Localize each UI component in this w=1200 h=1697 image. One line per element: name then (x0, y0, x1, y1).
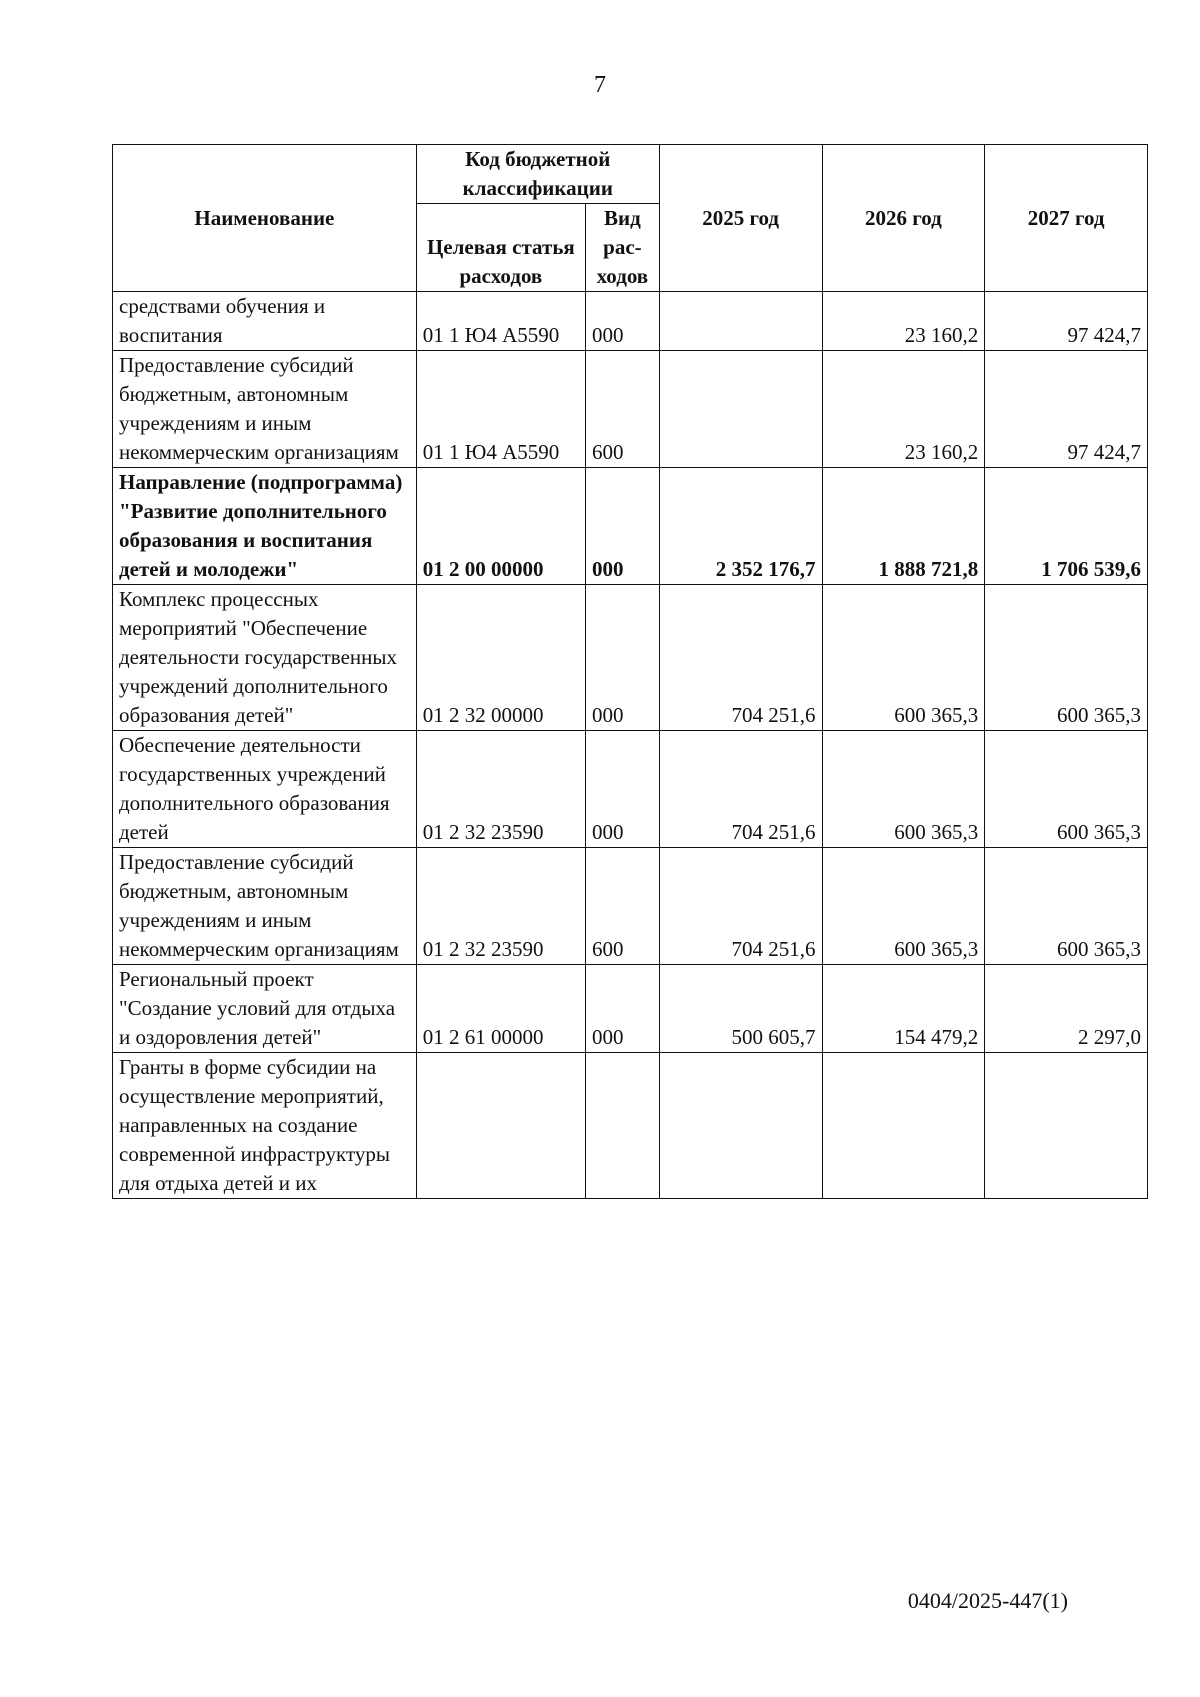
row-value-2026: 23 160,2 (822, 351, 985, 468)
row-name: Гранты в форме субсидии на осуществление мероприятий, направленных на создание современной инфраструктуры для отдыха детей и их (113, 1053, 417, 1199)
row-value-2026: 600 365,3 (822, 585, 985, 731)
row-expense-type: 000 (586, 292, 660, 351)
row-value-2027: 1 706 539,6 (985, 468, 1148, 585)
row-expense-type: 000 (586, 468, 660, 585)
header-kbk-group: Код бюджетной классификации (416, 145, 659, 204)
row-value-2025: 704 251,6 (659, 731, 822, 848)
row-name: Направление (подпрограмма) "Развитие дополнительного образования и воспитания детей и молодежи" (113, 468, 417, 585)
row-name: Предоставление субсидий бюджетным, автономным учреждениям и иным некоммерческим организациям (113, 351, 417, 468)
row-value-2027: 97 424,7 (985, 351, 1148, 468)
row-expense-type: 000 (586, 585, 660, 731)
row-value-2025: 500 605,7 (659, 965, 822, 1053)
row-expense-type: 000 (586, 731, 660, 848)
row-value-2027: 600 365,3 (985, 731, 1148, 848)
row-target-article: 01 2 00 00000 (416, 468, 585, 585)
row-value-2025: 704 251,6 (659, 585, 822, 731)
row-name: Комплекс процессных мероприятий "Обеспечение деятельности государственных учреждений дополнительного образования детей" (113, 585, 417, 731)
row-value-2026 (822, 1053, 985, 1199)
table-body (113, 292, 1148, 1199)
row-value-2027: 600 365,3 (985, 585, 1148, 731)
row-value-2026: 154 479,2 (822, 965, 985, 1053)
row-expense-type (586, 1053, 660, 1199)
row-value-2027: 600 365,3 (985, 848, 1148, 965)
header-year-2027: 2027 год (985, 145, 1148, 292)
row-value-2027: 2 297,0 (985, 965, 1148, 1053)
table-header (113, 145, 1148, 292)
row-target-article: 01 1 Ю4 А5590 (416, 351, 585, 468)
row-target-article: 01 1 Ю4 А5590 (416, 292, 585, 351)
row-value-2025: 2 352 176,7 (659, 468, 822, 585)
table-row (113, 848, 1148, 965)
row-name: средствами обучения и воспитания (113, 292, 417, 351)
row-value-2026: 600 365,3 (822, 731, 985, 848)
row-value-2027: 97 424,7 (985, 292, 1148, 351)
row-value-2025 (659, 1053, 822, 1199)
row-value-2025 (659, 351, 822, 468)
row-value-2026: 23 160,2 (822, 292, 985, 351)
row-value-2025 (659, 292, 822, 351)
row-name: Региональный проект "Создание условий для отдыха и оздоровления детей" (113, 965, 417, 1053)
row-name: Обеспечение деятельности государственных учреждений дополнительного образования детей (113, 731, 417, 848)
page-number: 7 (594, 72, 606, 98)
row-value-2026: 600 365,3 (822, 848, 985, 965)
header-target-article: Целевая статья расходов (416, 204, 585, 292)
header-name: Наименование (113, 145, 417, 292)
row-target-article: 01 2 61 00000 (416, 965, 585, 1053)
table-row (113, 731, 1148, 848)
table-row (113, 292, 1148, 351)
table-row (113, 468, 1148, 585)
row-target-article: 01 2 32 00000 (416, 585, 585, 731)
row-name: Предоставление субсидий бюджетным, автономным учреждениям и иным некоммерческим организациям (113, 848, 417, 965)
row-expense-type: 600 (586, 848, 660, 965)
budget-table (112, 144, 1148, 1199)
table-row (113, 1053, 1148, 1199)
row-value-2025: 704 251,6 (659, 848, 822, 965)
table-row (113, 351, 1148, 468)
row-target-article: 01 2 32 23590 (416, 848, 585, 965)
document-code: 0404/2025-447(1) (907, 1588, 1068, 1613)
header-year-2025: 2025 год (659, 145, 822, 292)
row-value-2026: 1 888 721,8 (822, 468, 985, 585)
table-row (113, 965, 1148, 1053)
row-target-article: 01 2 32 23590 (416, 731, 585, 848)
table-row (113, 585, 1148, 731)
row-target-article (416, 1053, 585, 1199)
row-expense-type: 600 (586, 351, 660, 468)
row-value-2027 (985, 1053, 1148, 1199)
row-expense-type: 000 (586, 965, 660, 1053)
header-expense-type: Вид рас-ходов (586, 204, 660, 292)
header-year-2026: 2026 год (822, 145, 985, 292)
